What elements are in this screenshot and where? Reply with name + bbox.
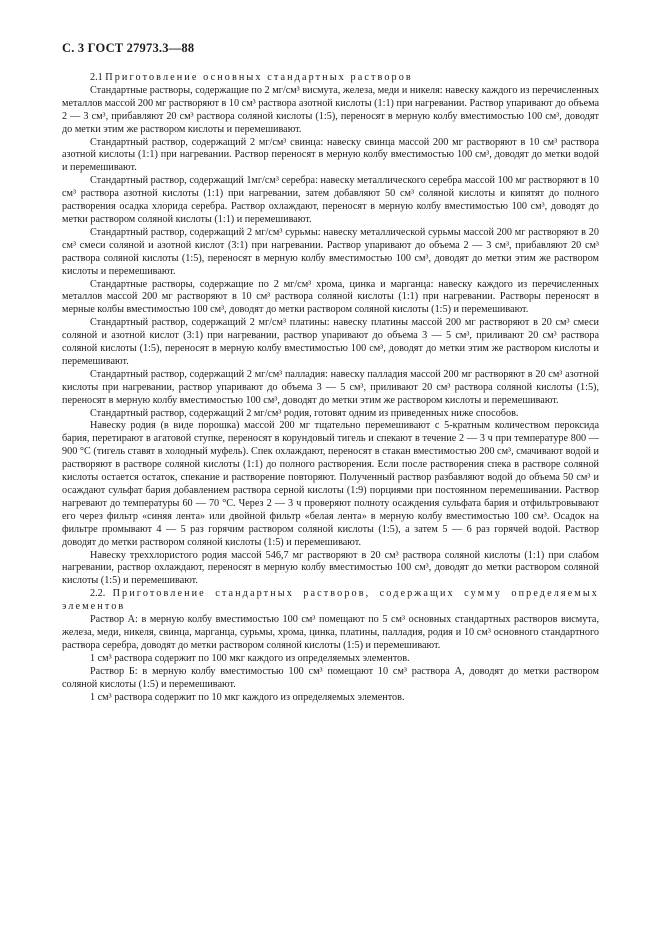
section-title: Приготовление основных стандартных растворов [105,72,413,83]
paragraph: Навеску треххлористого родия массой 546,7 мг растворяют в 20 см³ раствора соляной кислоты (1:1) при слабом нагревании, раствор охлаждают, переносят в мерную колбу вместимостью 100 см³, доводят до метки раствором соляной кислоты (1:5) и перемешивают. [62,549,599,587]
paragraph: Стандартный раствор, содержащий 2 мг/см³ свинца: навеску свинца массой 200 мг растворяют в 10 см³ раствора азотной кислоты (1:1) при нагревании. Раствор переносят в мерную колбу вместимостью 100 см³, доводят до метки водой и перемешивают. [62,136,599,174]
paragraph: Стандартные растворы, содержащие по 2 мг/см³ хрома, цинка и марганца: навеску каждого из перечисленных металлов массой 200 мг растворяют в 10 см³ раствора соляной кислоты (1:1) при нагревании. Растворы переносят в мерные колбы вместимостью 100 см³, доводят до метки раствором соляной кислоты (1:5) и перемешивают. [62,278,599,316]
paragraph: Раствор А: в мерную колбу вместимостью 100 см³ помещают по 5 см³ основных стандартных растворов висмута, железа, меди, никеля, свинца, марганца, сурьмы, хрома, цинка, платины, палладия, родия и 10 см³ основного стандартного раствора серебра, доводят до метки раствором соляной кислоты (1:5) и перемешивают. [62,614,599,651]
paragraph: 1 см³ раствора содержит по 10 мкг каждого из определяемых элементов. [90,691,405,703]
paragraph: Стандартные растворы, содержащие по 2 мг/см³ висмута, железа, меди и никеля: навеску каждого из перечисленных металлов массой 200 мг растворяют в 10 см³ раствора азотной кислоты (1:1) при нагревании. Раствор упаривают до объема 2 — 3 см³, прибавляют 20 см³ раствора соляной кислоты (1:5), переносят в мерную колбу вместимостью 100 см³, доводят до метки этим же раствором кислоты и перемешивают. [62,84,599,135]
document-body [62,72,599,704]
paragraph: Стандартный раствор, содержащий 2 мг/см³ палладия: навеску палладия массой 200 мг растворяют в 20 см³ азотной кислоты при нагревании, раствор упаривают до объема 3 — 5 см³, приливают 20 см³ раствора соляной кислоты (1:5), переносят в мерную колбу вместимостью 100 см³, доводят до метки этим же раствором кислоты и перемешивают. [62,368,599,406]
section-number: 2.2. [90,588,106,600]
section-heading [62,72,599,85]
paragraph: Стандартный раствор, содержащий 2 мг/см³ сурьмы: навеску металлической сурьмы массой 200 мг растворяют в 20 см³ смеси соляной и азотной кислот (3:1) при нагревании. Раствор упаривают до объема 2 — 3 см³, прибавляют 20 см³ раствора соляной кислоты (1:5), переносят в мерную колбу вместимостью 100 см³, доводят до метки этим же раствором кислоты и перемешивают. [62,226,599,277]
page-header: С. 3 ГОСТ 27973.3—88 [62,41,195,55]
section-number: 2.1 [90,72,103,83]
paragraph: Раствор Б: в мерную колбу вместимостью 100 см³ помещают 10 см³ раствора А, доводят до метки раствором соляной кислоты (1:5) и перемешивают. [62,665,599,690]
section-heading [62,588,599,614]
paragraph: 1 см³ раствора содержит по 100 мкг каждого из определяемых элементов. [90,652,410,664]
paragraph: Стандартный раствор, содержащий 1мг/см³ серебра: навеску металлического серебра массой 100 мг растворяют в 10 см³ раствора азотной кислоты (1:1) при нагревании, затем добавляют 50 см³ соляной кислоты и кипятят до полного растворения осадка хлорида серебра. Раствор охлаждают, переносят в мерную колбу вместимостью 100 см³, доводят до метки раствором соляной кислоты (1:1) и перемешивают. [62,175,599,225]
section-title: Приготовление стандартных растворов, содержащих сумму определяемых элементов [62,588,599,613]
paragraph: Навеску родия (в виде порошка) массой 200 мг тщательно перемешивают с 5-кратным количеством пероксида бария, перетирают в агатовой ступке, переносят в корундовый тигель и спекают в течение 2 — 3 ч при температуре 800 — 900 °С (тигель ставят в холодный муфель). Спек охлаждают, переносят в стакан вместимостью 200 см³, смачивают водой и растворяют в растворе соляной кислоты (1:1) до полного растворения. Если после растворения спека в растворе соляной кислоты остается остаток, спекание и растворение повторяют. Полученный раствор разбавляют водой до объема 50 см³ и осаждают сульфат бария добавлением раствора серной кислоты (1:9) порциями при постоянном перемешивании. Раствор нагревают до температуры 60 — 70 °С. Через 2 — 3 ч проверяют полноту осаждения сульфата бария и отфильтровывают его через фильтр «синяя лента» или двойной фильтр «белая лента» в мерную колбу вместимостью 100 см³. Осадок на фильтре промывают 4 — 5 раз горячим раствором соляной кислоты (1:5), а затем 5 — 6 раз горячей водой. Раствор доводят до метки раствором соляной кислоты (1:5) и перемешивают. [62,420,599,548]
paragraph: Стандартный раствор, содержащий 2 мг/см³ родия, готовят одним из приведенных ниже способов. [90,407,519,419]
paragraph: Стандартный раствор, содержащий 2 мг/см³ платины: навеску платины массой 200 мг растворяют в 20 см³ смеси соляной и азотной кислот (3:1) при нагревании, раствор упаривают до объема 3 — 5 см³, приливают 20 см³ раствора соляной кислоты (1:5), переносят в мерную колбу вместимостью 100 см³, доводят до метки этим же раствором кислоты и перемешивают. [62,317,599,367]
